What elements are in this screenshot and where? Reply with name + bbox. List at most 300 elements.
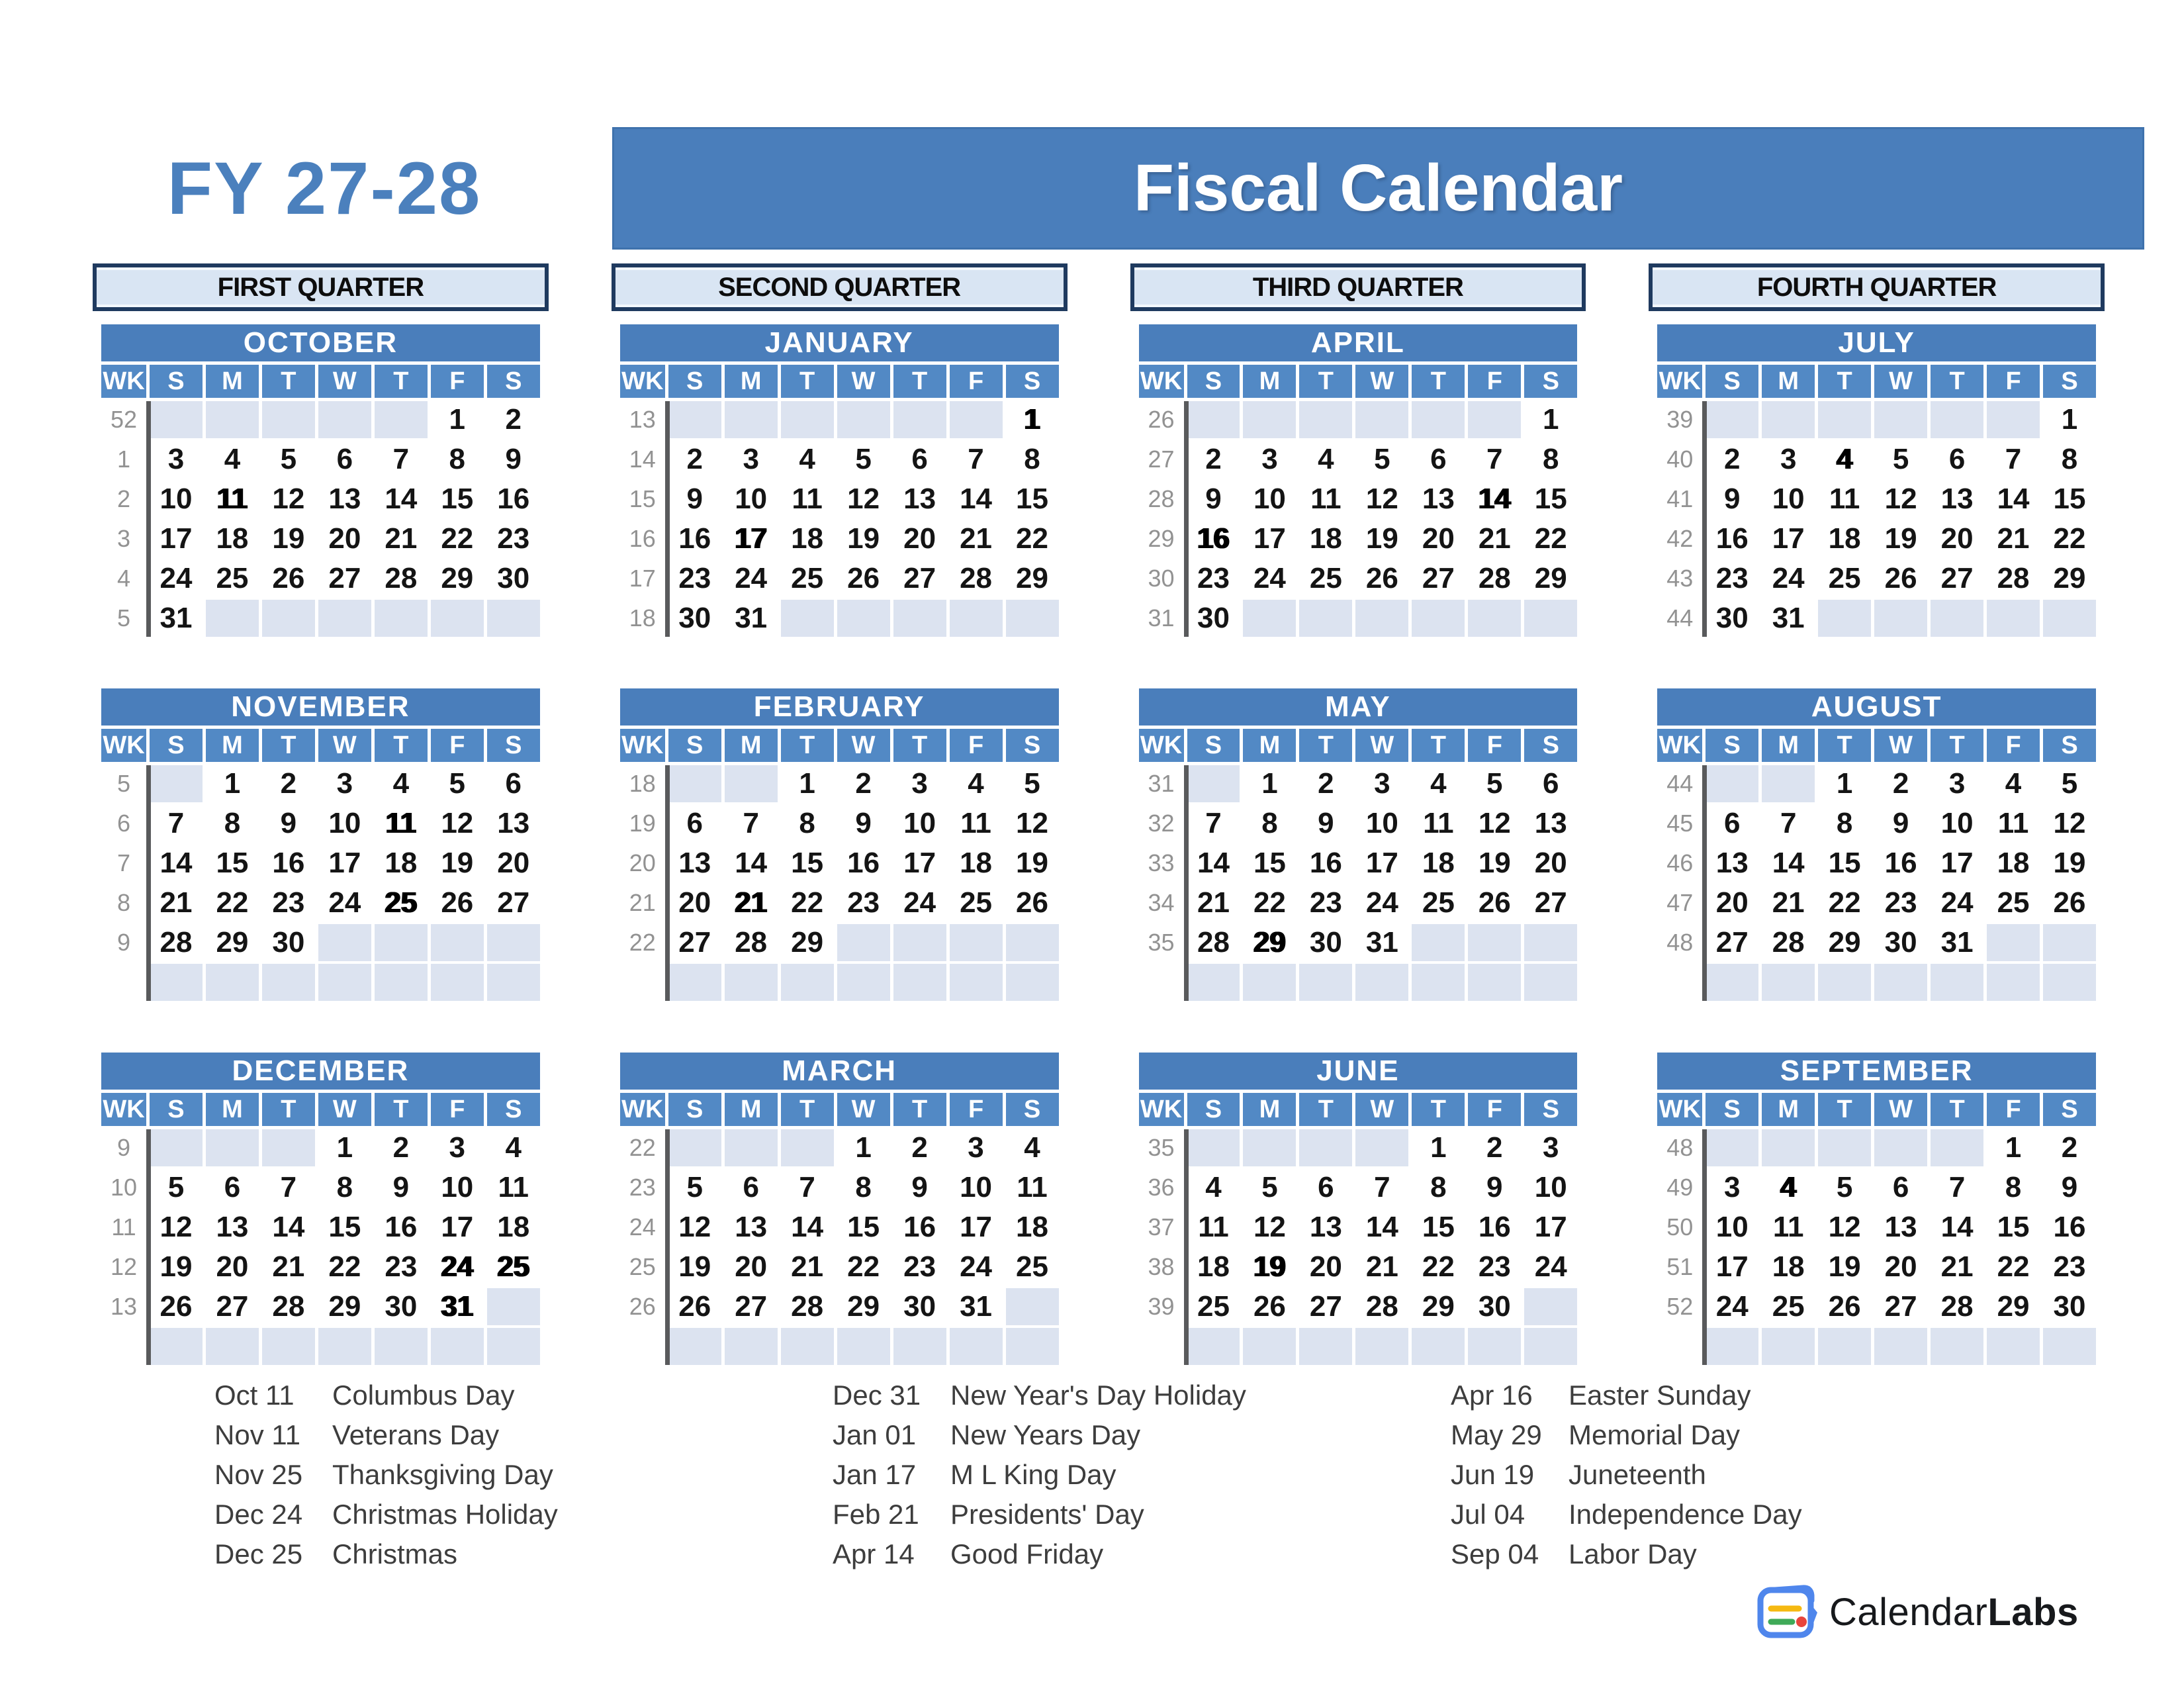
holiday-day-cell: 17 [725, 520, 778, 557]
day-cell: 15 [1412, 1209, 1465, 1246]
day-cell: 6 [487, 765, 540, 802]
day-cell: 13 [318, 481, 371, 518]
day-cell: 26 [1468, 884, 1521, 921]
week-number [620, 964, 665, 1001]
day-cell: 29 [837, 1288, 890, 1325]
empty-day-cell [150, 964, 203, 1001]
day-cell: 12 [431, 805, 484, 842]
week-number [620, 1328, 665, 1365]
holiday-column-3 [1451, 1381, 2069, 1579]
day-cell: 16 [2043, 1209, 2096, 1246]
empty-day-cell [262, 1328, 315, 1365]
empty-day-cell [837, 964, 890, 1001]
holiday-date: Nov 25 [214, 1459, 303, 1490]
day-cell: 6 [893, 441, 946, 478]
empty-day-cell [1931, 600, 1983, 637]
day-cell: 9 [1706, 481, 1758, 518]
weekday-header: W [1874, 1093, 1927, 1126]
day-cell: 31 [150, 600, 203, 637]
day-cell: 7 [150, 805, 203, 842]
day-cell: 5 [1818, 1169, 1871, 1206]
day-cell: 24 [950, 1248, 1003, 1286]
day-cell: 8 [431, 441, 484, 478]
empty-day-cell [1468, 924, 1521, 961]
empty-day-cell [1931, 401, 1983, 438]
week-number [1139, 1328, 1184, 1365]
day-cell: 20 [1524, 845, 1577, 882]
calendar-banner-title: Fiscal Calendar [612, 127, 2144, 250]
empty-day-cell [318, 600, 371, 637]
day-cell: 24 [725, 560, 778, 597]
day-cell: 16 [837, 845, 890, 882]
day-cell: 3 [950, 1129, 1003, 1166]
month-day-grid [1657, 765, 2096, 1001]
weekday-header: T [1931, 365, 1983, 398]
week-number: 31 [1148, 604, 1175, 632]
empty-day-cell [1187, 1129, 1240, 1166]
day-cell: 10 [893, 805, 946, 842]
empty-day-cell [1468, 964, 1521, 1001]
month-title: FEBRUARY [620, 688, 1059, 726]
day-cell: 30 [487, 560, 540, 597]
empty-day-cell [1006, 924, 1059, 961]
day-cell: 3 [1762, 441, 1815, 478]
day-cell: 4 [1412, 765, 1465, 802]
day-cell: 9 [262, 805, 315, 842]
day-cell: 25 [1187, 1288, 1240, 1325]
day-cell: 6 [725, 1169, 778, 1206]
week-number: 35 [1148, 1134, 1175, 1161]
day-cell: 7 [375, 441, 428, 478]
quarter-header-4: FOURTH QUARTER [1649, 263, 2105, 311]
months-row-3 [93, 1053, 2105, 1365]
empty-day-cell [1187, 765, 1240, 802]
day-cell: 10 [1524, 1169, 1577, 1206]
day-cell: 5 [2043, 765, 2096, 802]
weekday-header: W [837, 729, 890, 762]
weekday-header: S [487, 729, 540, 762]
day-cell: 12 [1006, 805, 1059, 842]
day-cell: 28 [1987, 560, 2040, 597]
holiday-name: Good Friday [950, 1538, 1104, 1570]
empty-day-cell [668, 964, 721, 1001]
day-cell: 23 [837, 884, 890, 921]
week-number: 3 [116, 525, 131, 552]
day-cell: 8 [1524, 441, 1577, 478]
weekday-header: S [1524, 365, 1577, 398]
holiday-day-cell: 4 [1762, 1169, 1815, 1206]
week-number: 48 [1666, 1134, 1694, 1161]
day-cell: 18 [206, 520, 259, 557]
week-number: 27 [1148, 445, 1175, 473]
day-cell: 12 [1355, 481, 1408, 518]
day-cell: 3 [431, 1129, 484, 1166]
day-cell: 6 [206, 1169, 259, 1206]
day-cell: 2 [487, 401, 540, 438]
holiday-column-2 [833, 1381, 1451, 1579]
week-number: 25 [629, 1253, 656, 1280]
day-cell: 30 [1187, 600, 1240, 637]
day-cell: 18 [950, 845, 1003, 882]
week-number: 32 [1148, 810, 1175, 837]
day-cell: 10 [1706, 1209, 1758, 1246]
day-cell: 29 [1987, 1288, 2040, 1325]
holiday-date: Jul 04 [1451, 1499, 1525, 1530]
weekday-header-row [620, 365, 1059, 398]
day-cell: 27 [668, 924, 721, 961]
day-cell: 4 [206, 441, 259, 478]
weekday-header: T [893, 729, 946, 762]
day-cell: 27 [1412, 560, 1465, 597]
week-number: 46 [1666, 849, 1694, 876]
day-cell: 8 [1987, 1169, 2040, 1206]
day-cell: 21 [375, 520, 428, 557]
week-number: 6 [116, 810, 131, 837]
day-cell: 16 [487, 481, 540, 518]
weekday-header: F [950, 365, 1003, 398]
day-cell: 28 [950, 560, 1003, 597]
day-cell: 28 [1355, 1288, 1408, 1325]
day-cell: 6 [1299, 1169, 1352, 1206]
empty-day-cell [837, 1328, 890, 1365]
day-cell: 6 [1931, 441, 1983, 478]
holiday-item [833, 1500, 1451, 1529]
day-cell: 21 [150, 884, 203, 921]
weekday-header-row [1657, 729, 2096, 762]
holiday-day-cell: 19 [1243, 1248, 1296, 1286]
weekday-header: W [318, 1093, 371, 1126]
day-cell: 29 [2043, 560, 2096, 597]
empty-day-cell [1818, 600, 1871, 637]
empty-day-cell [893, 401, 946, 438]
day-cell: 29 [1818, 924, 1871, 961]
weekday-header: S [1524, 1093, 1577, 1126]
empty-day-cell [1706, 401, 1758, 438]
day-cell: 12 [262, 481, 315, 518]
empty-day-cell [1243, 1328, 1296, 1365]
holiday-date: Sep 04 [1451, 1538, 1539, 1570]
empty-day-cell [893, 964, 946, 1001]
empty-day-cell [781, 1129, 834, 1166]
day-cell: 3 [1931, 765, 1983, 802]
weekday-header: T [262, 365, 315, 398]
empty-day-cell [1874, 964, 1927, 1001]
empty-day-cell [1006, 964, 1059, 1001]
day-cell: 29 [318, 1288, 371, 1325]
day-cell: 30 [668, 600, 721, 637]
day-cell: 30 [1468, 1288, 1521, 1325]
day-cell: 13 [1524, 805, 1577, 842]
empty-day-cell [1987, 600, 2040, 637]
empty-day-cell [206, 1328, 259, 1365]
day-cell: 6 [318, 441, 371, 478]
week-number: 48 [1666, 929, 1694, 956]
day-cell: 5 [1006, 765, 1059, 802]
weekday-header: M [1762, 365, 1815, 398]
wk-column-header: WK [1657, 365, 1702, 398]
day-cell: 16 [1706, 520, 1758, 557]
day-cell: 9 [668, 481, 721, 518]
day-cell: 29 [1524, 560, 1577, 597]
weekday-header: F [431, 729, 484, 762]
holiday-name: Presidents' Day [950, 1499, 1144, 1530]
day-cell: 26 [2043, 884, 2096, 921]
weekday-header-row [101, 365, 540, 398]
week-number [1657, 1328, 1702, 1365]
holiday-date: Dec 31 [833, 1380, 921, 1411]
empty-day-cell [1299, 1328, 1352, 1365]
empty-day-cell [206, 1129, 259, 1166]
day-cell: 28 [1931, 1288, 1983, 1325]
day-cell: 7 [950, 441, 1003, 478]
day-cell: 14 [150, 845, 203, 882]
day-cell: 14 [781, 1209, 834, 1246]
empty-day-cell [262, 401, 315, 438]
day-cell: 25 [206, 560, 259, 597]
day-cell: 4 [487, 1129, 540, 1166]
month-day-grid [1657, 401, 2096, 637]
day-cell: 13 [1706, 845, 1758, 882]
weekday-header: T [893, 365, 946, 398]
day-cell: 29 [1412, 1288, 1465, 1325]
weekday-header: S [2043, 729, 2096, 762]
day-cell: 21 [1987, 520, 2040, 557]
week-number: 20 [629, 849, 656, 876]
day-cell: 21 [781, 1248, 834, 1286]
day-cell: 19 [150, 1248, 203, 1286]
day-cell: 23 [262, 884, 315, 921]
day-cell: 18 [1412, 845, 1465, 882]
empty-day-cell [1187, 1328, 1240, 1365]
empty-day-cell [1524, 924, 1577, 961]
weekday-header: S [150, 729, 203, 762]
wk-column-header: WK [101, 365, 146, 398]
day-cell: 31 [1355, 924, 1408, 961]
quarter-header-2: SECOND QUARTER [612, 263, 1068, 311]
empty-day-cell [1412, 924, 1465, 961]
day-cell: 4 [1187, 1169, 1240, 1206]
day-cell: 3 [318, 765, 371, 802]
weekday-header: S [1006, 1093, 1059, 1126]
day-cell: 30 [1706, 600, 1758, 637]
day-cell: 22 [2043, 520, 2096, 557]
holiday-day-cell: 25 [487, 1248, 540, 1286]
day-cell: 25 [950, 884, 1003, 921]
day-cell: 9 [487, 441, 540, 478]
day-cell: 25 [781, 560, 834, 597]
day-cell: 5 [1243, 1169, 1296, 1206]
week-number: 52 [110, 406, 138, 433]
weekday-header: S [1706, 1093, 1758, 1126]
day-cell: 9 [1874, 805, 1927, 842]
weekday-header: S [2043, 1093, 2096, 1126]
empty-day-cell [893, 1328, 946, 1365]
day-cell: 27 [1874, 1288, 1927, 1325]
day-cell: 12 [1243, 1209, 1296, 1246]
day-cell: 20 [487, 845, 540, 882]
day-cell: 18 [375, 845, 428, 882]
day-cell: 25 [1299, 560, 1352, 597]
day-cell: 23 [1874, 884, 1927, 921]
empty-day-cell [668, 1328, 721, 1365]
day-cell: 24 [1355, 884, 1408, 921]
day-cell: 19 [1818, 1248, 1871, 1286]
empty-day-cell [2043, 600, 2096, 637]
week-number: 40 [1666, 445, 1694, 473]
day-cell: 31 [1931, 924, 1983, 961]
day-cell: 6 [1412, 441, 1465, 478]
empty-day-cell [206, 401, 259, 438]
calendarlabs-icon [1755, 1581, 1821, 1644]
holiday-date: Dec 24 [214, 1499, 303, 1530]
day-cell: 15 [1987, 1209, 2040, 1246]
empty-day-cell [1299, 600, 1352, 637]
day-cell: 24 [1243, 560, 1296, 597]
wk-column-header: WK [101, 729, 146, 762]
week-number: 26 [1148, 406, 1175, 433]
weekday-header: S [1706, 729, 1758, 762]
empty-day-cell [893, 924, 946, 961]
holiday-item [214, 1460, 833, 1489]
day-cell: 15 [318, 1209, 371, 1246]
day-cell: 16 [1468, 1209, 1521, 1246]
day-cell: 7 [1987, 441, 2040, 478]
day-cell: 7 [781, 1169, 834, 1206]
holiday-name: Independence Day [1569, 1499, 1802, 1530]
day-cell: 8 [318, 1169, 371, 1206]
day-cell: 12 [2043, 805, 2096, 842]
empty-day-cell [1762, 1129, 1815, 1166]
weekday-header: T [1931, 1093, 1983, 1126]
empty-day-cell [318, 924, 371, 961]
day-cell: 25 [1818, 560, 1871, 597]
empty-day-cell [1524, 1288, 1577, 1325]
day-cell: 12 [837, 481, 890, 518]
day-cell: 6 [1874, 1169, 1927, 1206]
day-cell: 1 [1818, 765, 1871, 802]
day-cell: 3 [150, 441, 203, 478]
day-cell: 15 [206, 845, 259, 882]
holiday-item [214, 1500, 833, 1529]
empty-day-cell [1987, 924, 2040, 961]
holiday-day-cell: 4 [1818, 441, 1871, 478]
day-cell: 1 [1524, 401, 1577, 438]
empty-day-cell [1931, 1328, 1983, 1365]
empty-day-cell [487, 1288, 540, 1325]
day-cell: 20 [1874, 1248, 1927, 1286]
week-number: 9 [116, 1134, 131, 1161]
day-cell: 13 [1931, 481, 1983, 518]
day-cell: 22 [318, 1248, 371, 1286]
weekday-header: M [725, 1093, 778, 1126]
day-cell: 2 [2043, 1129, 2096, 1166]
day-cell: 7 [725, 805, 778, 842]
month-january [620, 324, 1059, 637]
wk-column-header: WK [620, 1093, 665, 1126]
week-number: 13 [110, 1293, 138, 1320]
empty-day-cell [1468, 1328, 1521, 1365]
weekday-header: S [1006, 729, 1059, 762]
day-cell: 18 [487, 1209, 540, 1246]
day-cell: 13 [725, 1209, 778, 1246]
day-cell: 11 [1818, 481, 1871, 518]
empty-day-cell [318, 401, 371, 438]
holiday-day-cell: 16 [1187, 520, 1240, 557]
day-cell: 27 [1706, 924, 1758, 961]
weekday-header-row [101, 729, 540, 762]
day-cell: 28 [262, 1288, 315, 1325]
day-cell: 31 [725, 600, 778, 637]
day-cell: 15 [1243, 845, 1296, 882]
week-number: 24 [629, 1213, 656, 1241]
day-cell: 8 [837, 1169, 890, 1206]
empty-day-cell [1818, 1129, 1871, 1166]
day-cell: 4 [781, 441, 834, 478]
day-cell: 16 [262, 845, 315, 882]
day-cell: 22 [431, 520, 484, 557]
month-title: JULY [1657, 324, 2096, 361]
month-title: MARCH [620, 1053, 1059, 1090]
empty-day-cell [375, 1328, 428, 1365]
month-december [101, 1053, 540, 1365]
empty-day-cell [950, 600, 1003, 637]
day-cell: 2 [1468, 1129, 1521, 1166]
week-number [101, 964, 146, 1001]
day-cell: 7 [1762, 805, 1815, 842]
weekday-header: M [725, 365, 778, 398]
empty-day-cell [781, 964, 834, 1001]
empty-day-cell [206, 964, 259, 1001]
day-cell: 14 [1987, 481, 2040, 518]
day-cell: 31 [950, 1288, 1003, 1325]
week-number: 14 [629, 445, 656, 473]
day-cell: 16 [375, 1209, 428, 1246]
day-cell: 26 [1874, 560, 1927, 597]
day-cell: 7 [1355, 1169, 1408, 1206]
quarters-row [93, 263, 2105, 311]
day-cell: 13 [206, 1209, 259, 1246]
week-number: 45 [1666, 810, 1694, 837]
empty-day-cell [725, 1129, 778, 1166]
day-cell: 30 [375, 1288, 428, 1325]
weekday-header: T [1299, 365, 1352, 398]
day-cell: 2 [1299, 765, 1352, 802]
day-cell: 22 [1412, 1248, 1465, 1286]
holiday-name: Christmas [332, 1538, 458, 1570]
weekday-header: S [668, 1093, 721, 1126]
day-cell: 8 [206, 805, 259, 842]
holiday-date: May 29 [1451, 1419, 1542, 1450]
weekday-header: F [431, 1093, 484, 1126]
day-cell: 11 [1987, 805, 2040, 842]
day-cell: 27 [206, 1288, 259, 1325]
day-cell: 29 [206, 924, 259, 961]
holiday-item [833, 1540, 1451, 1569]
holiday-day-cell: 25 [375, 884, 428, 921]
day-cell: 17 [1762, 520, 1815, 557]
day-cell: 3 [1355, 765, 1408, 802]
empty-day-cell [1299, 1129, 1352, 1166]
day-cell: 16 [1874, 845, 1927, 882]
empty-day-cell [1299, 401, 1352, 438]
holiday-legend [214, 1381, 2069, 1579]
weekday-header: S [1187, 365, 1240, 398]
holiday-day-cell: 14 [1468, 481, 1521, 518]
holiday-item [1451, 1500, 2069, 1529]
day-cell: 15 [431, 481, 484, 518]
wk-column-header: WK [1139, 729, 1184, 762]
month-title: MAY [1139, 688, 1578, 726]
